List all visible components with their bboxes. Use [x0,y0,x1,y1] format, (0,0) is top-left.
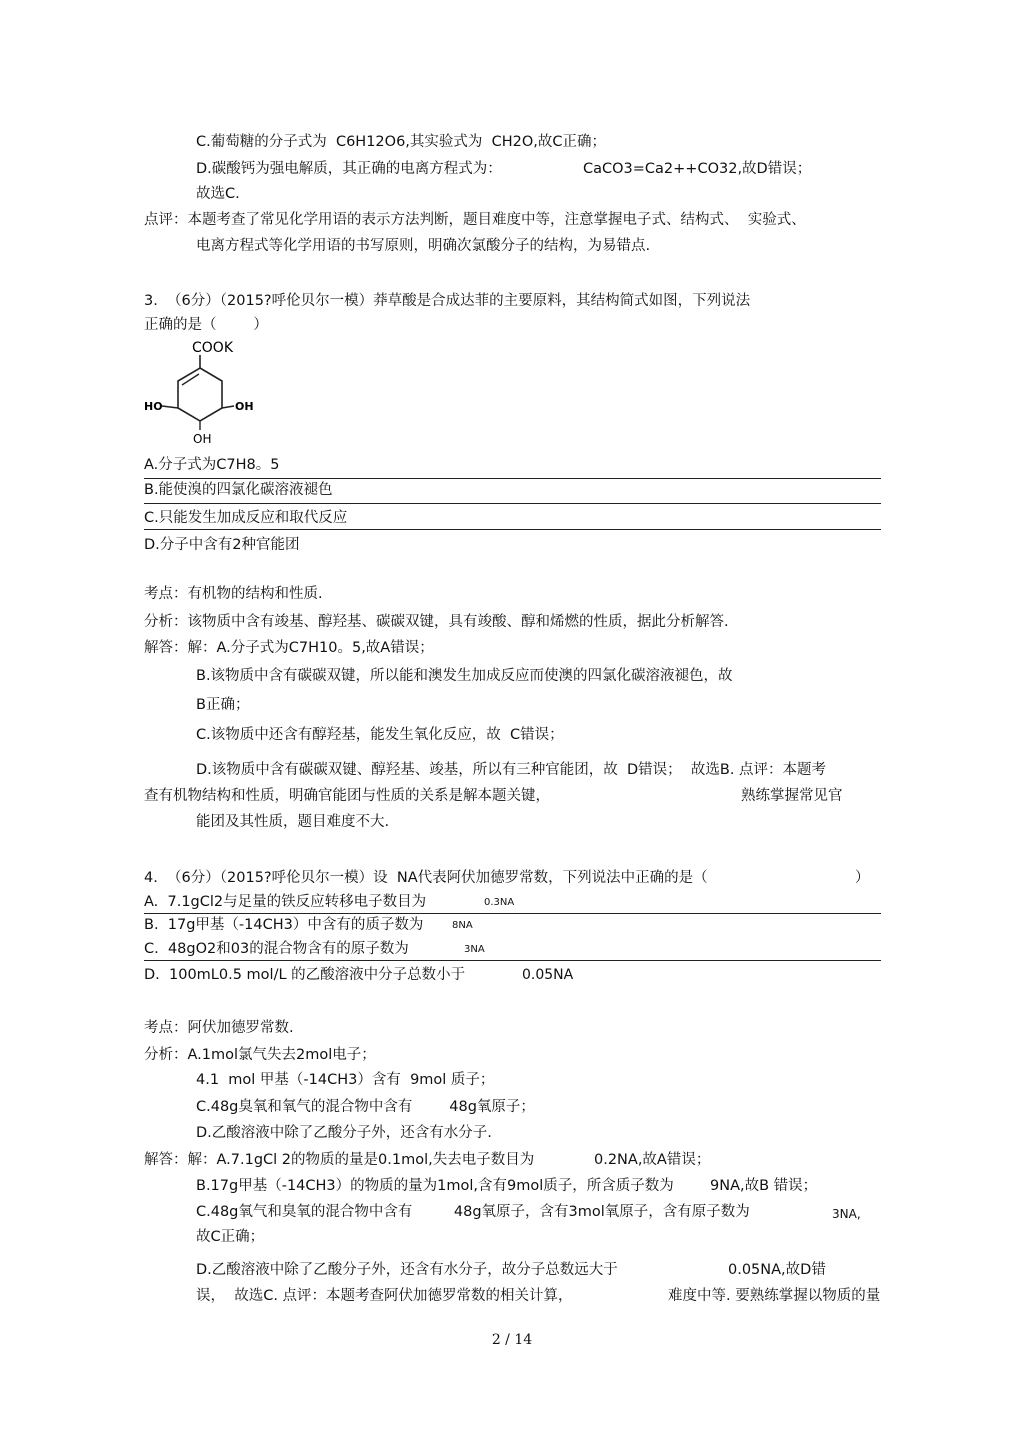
option-a: A.分子式为C7H8。5 [144,457,280,473]
analysis-c: C.48g臭氧和氧气的混合物中含有 48g氧原子； [196,1099,535,1115]
key-point: 考点：有机物的结构和性质. [144,586,323,602]
solution-c: C.48g氧气和臭氧的混合物中含有 48g氧原子，含有3mol氧原子，含有原子数为 [196,1204,750,1220]
comment-line: 查有机物结构和性质，明确官能团与性质的关系是解本题关键， [144,788,550,804]
comment-line: 误， 故选C. 点评：本题考查阿伏加德罗常数的相关计算， [196,1288,573,1304]
answer-line-c: C.葡萄糖的分子式为 C6H12O6,其实验式为 CH2O,故C正确； [196,134,607,150]
analysis: 分析：该物质中含有竣基、醇羟基、碳碳双键，具有竣酸、醇和烯燃的性质，据此分析解答. [144,614,729,630]
question-4-stem: 4. （6分）（2015?呼伦贝尔一模）设 NA代表阿伏加德罗常数，下列说法中正确的是（ [144,870,708,886]
solution-a: 解答：解：A.分子式为C7H10。5,故A错误； [144,640,434,656]
answer-line-d: D.碳酸钙为强电解质，其正确的电离方程式为： [196,161,502,177]
option-c: C. 48gO2和03的混合物含有的原子数为 [144,941,409,957]
question-3-stem-cont: 正确的是（ ） [144,317,268,333]
comment-line-right: 难度中等. 要熟练掌握以物质的量 [668,1288,881,1304]
option-d-value: 0.05NA [522,967,574,983]
analysis-d: D.乙酸溶液中除了乙酸分子外，还含有水分子. [196,1125,492,1141]
key-point: 考点：阿伏加德罗常数. [144,1020,294,1036]
option-a-value: 0.3NA [484,897,515,908]
ionization-equation: CaCO3=Ca2++CO32,故D错误； [583,161,812,177]
solution-d: D.该物质中含有碳碳双键、醇羟基、竣基，所以有三种官能团，故 D错误； 故选B. 点评：本题考 [196,762,827,778]
solution-c-cont: 故C正确； [196,1229,265,1245]
solution-b-cont: B正确； [196,697,250,713]
option-divider [144,960,881,961]
solution-d-value: 0.05NA,故D错 [728,1262,826,1278]
solution-a: 解答：解：A.7.1gCl 2的物质的量是0.1mol,失去电子数目为 [144,1152,535,1168]
option-divider [144,529,881,530]
solution-b: B.17g甲基（-14CH3）的物质的量为1mol,含有9mol质子，所含质子数为 [196,1178,674,1194]
option-d: D.分子中含有2种官能团 [144,537,300,553]
question-4-paren: ） [855,870,870,886]
ho-label: HO [144,400,163,413]
solution-c: C.该物质中还含有醇羟基，能发生氧化反应，故 C错误； [196,727,564,743]
solution-c-value: 3NA, [832,1207,861,1221]
analysis-b: 4.1 mol 甲基（-14CH3）含有 9mol 质子； [196,1072,495,1088]
option-b: B.能使溴的四氯化碳溶液褪色 [144,482,333,498]
option-divider [144,478,881,479]
option-divider [144,503,881,504]
solution-a-value: 0.2NA,故A错误； [594,1152,711,1168]
solution-b: B.该物质中含有碳碳双键，所以能和澳发生加成反应而使澳的四氯化碳溶液褪色，故 [196,668,733,684]
solution-d: D.乙酸溶液中除了乙酸分子外，还含有水分子，故分子总数远大于 [196,1262,618,1278]
option-b: B. 17g甲基（-14CH3）中含有的质子数为 [144,917,424,933]
option-a: A. 7.1gCl2与足量的铁反应转移电子数目为 [144,894,427,910]
option-d: D. 100mL0.5 mol/L 的乙酸溶液中分子总数小于 [144,967,466,983]
page-number: 2 / 14 [491,1332,533,1348]
option-b-value: 8NA [452,920,473,931]
option-c-value: 3NA [464,944,485,955]
cook-label: COOK [192,340,233,356]
solution-b-value: 9NA,故B 错误； [710,1178,818,1194]
comment-line-right: 熟练掌握常见官 [741,788,843,804]
comment-line-cont: 电离方程式等化学用语的书写原则，明确次氯酸分子的结构，为易错点. [196,238,651,254]
question-3-stem: 3. （6分）（2015?呼伦贝尔一模）莽草酸是合成达菲的主要原料，其结构简式如图，下列说法 [144,293,751,309]
oh-bottom-label: OH [193,432,212,446]
comment-line: 点评：本题考查了常见化学用语的表示方法判断，题目难度中等，注意掌握电子式、结构式、 实验式、 [144,212,806,228]
oh-right-label: OH [235,400,254,413]
comment-line-cont: 能团及其性质，题目难度不大. [196,814,390,830]
answer-choice: 故选C. [196,186,240,202]
option-c: C.只能发生加成反应和取代反应 [144,510,348,526]
analysis-a: 分析：A.1mol氯气失去2mol电子； [144,1047,376,1063]
option-divider [144,913,881,914]
shikimate-structure-diagram [140,338,260,450]
